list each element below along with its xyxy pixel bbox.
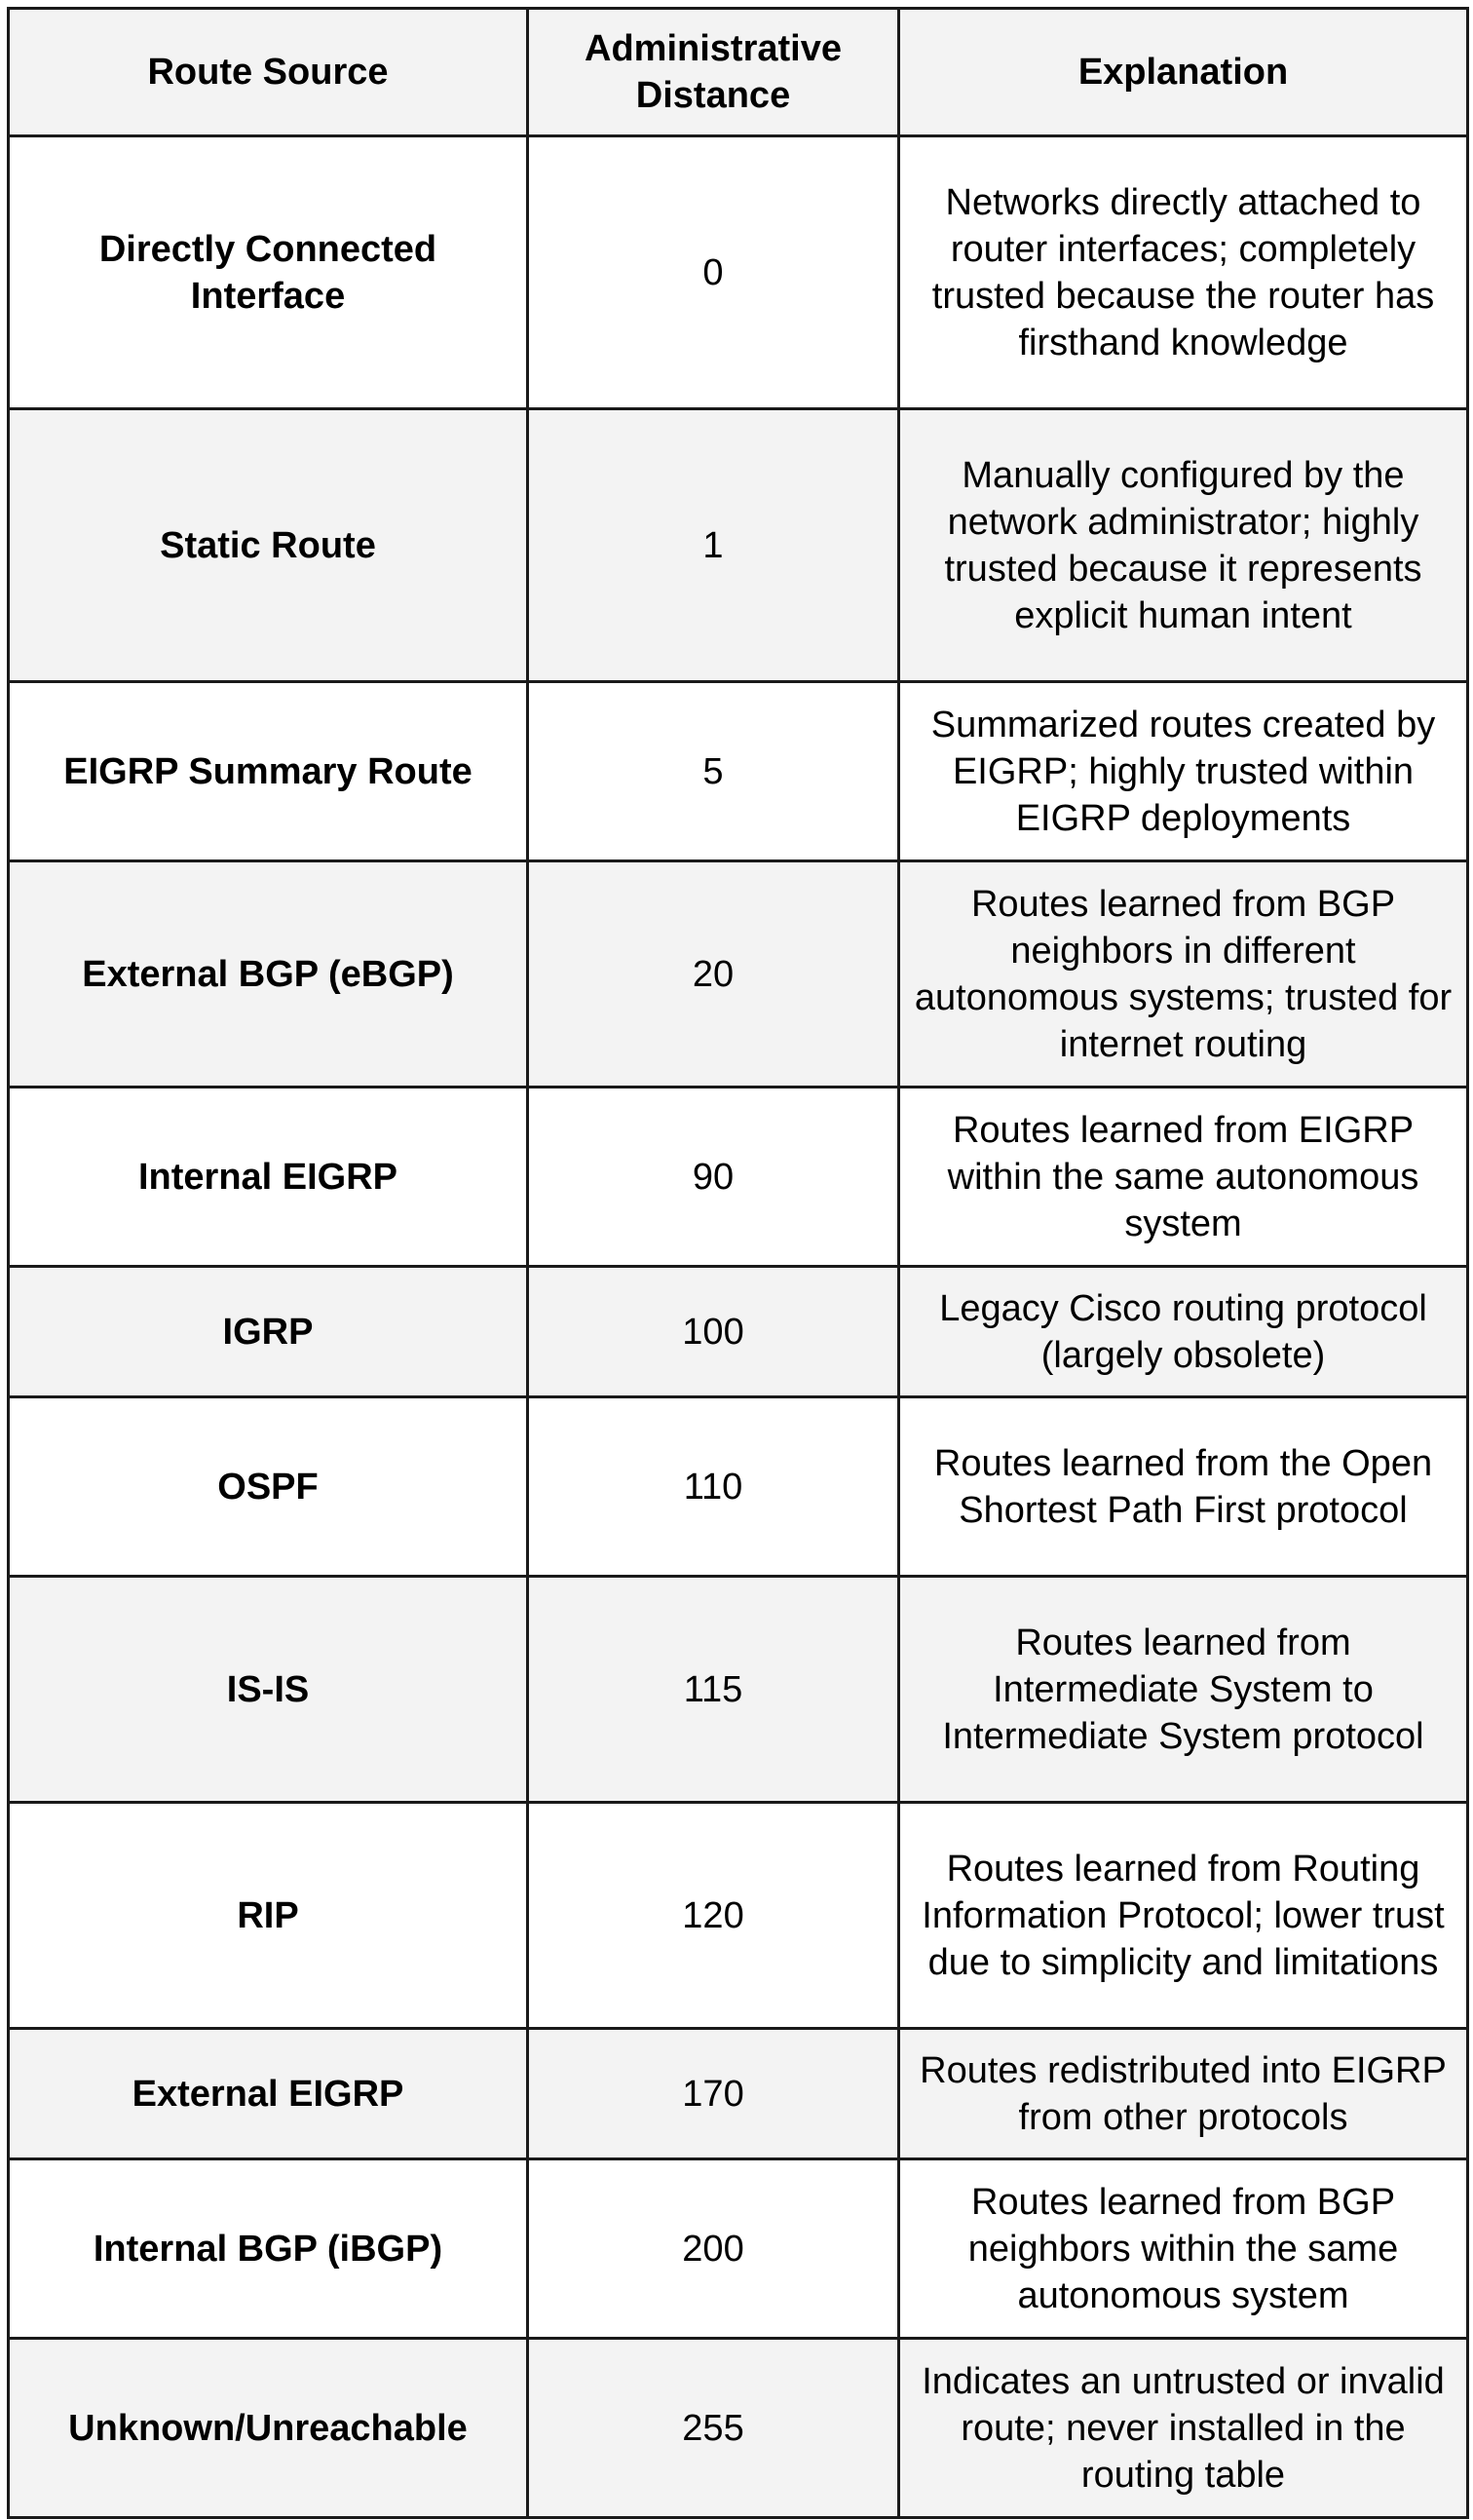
distance-cell: 90 <box>528 1088 899 1267</box>
route-source-cell: RIP <box>9 1803 528 2029</box>
table-row <box>9 1397 1468 1577</box>
explanation-cell: Routes learned from EIGRP within the same autonomous system <box>899 1088 1468 1267</box>
table-row <box>9 2029 1468 2159</box>
table-row <box>9 2159 1468 2339</box>
admin-distance-table <box>7 7 1469 2519</box>
route-source-cell: Internal EIGRP <box>9 1088 528 1267</box>
header-explanation: Explanation <box>899 9 1468 136</box>
distance-cell: 100 <box>528 1267 899 1397</box>
route-source-cell: Unknown/Unreachable <box>9 2339 528 2518</box>
explanation-cell: Routes redistributed into EIGRP from other protocols <box>899 2029 1468 2159</box>
table-row <box>9 1577 1468 1803</box>
table-row <box>9 136 1468 409</box>
route-source-cell: IS-IS <box>9 1577 528 1803</box>
distance-cell: 0 <box>528 136 899 409</box>
route-source-cell: Internal BGP (iBGP) <box>9 2159 528 2339</box>
distance-cell: 115 <box>528 1577 899 1803</box>
table-row <box>9 1803 1468 2029</box>
route-source-cell: Directly Connected Interface <box>9 136 528 409</box>
explanation-cell: Indicates an untrusted or invalid route; never installed in the routing table <box>899 2339 1468 2518</box>
explanation-cell: Routes learned from Intermediate System to Intermediate System protocol <box>899 1577 1468 1803</box>
route-source-cell: OSPF <box>9 1397 528 1577</box>
explanation-cell: Manually configured by the network administrator; highly trusted because it represents explicit human intent <box>899 409 1468 682</box>
table-row <box>9 2339 1468 2518</box>
route-source-cell: Static Route <box>9 409 528 682</box>
table-row <box>9 409 1468 682</box>
explanation-cell: Summarized routes created by EIGRP; highly trusted within EIGRP deployments <box>899 682 1468 861</box>
header-row <box>9 9 1468 136</box>
header-route-source: Route Source <box>9 9 528 136</box>
distance-cell: 20 <box>528 861 899 1088</box>
table-row <box>9 861 1468 1088</box>
table-row <box>9 1267 1468 1397</box>
distance-cell: 110 <box>528 1397 899 1577</box>
route-source-cell: IGRP <box>9 1267 528 1397</box>
explanation-cell: Routes learned from BGP neighbors in different autonomous systems; trusted for internet routing <box>899 861 1468 1088</box>
route-source-cell: External EIGRP <box>9 2029 528 2159</box>
explanation-cell: Networks directly attached to router interfaces; completely trusted because the router has firsthand knowledge <box>899 136 1468 409</box>
table-row <box>9 682 1468 861</box>
distance-cell: 5 <box>528 682 899 861</box>
distance-cell: 170 <box>528 2029 899 2159</box>
explanation-cell: Routes learned from the Open Shortest Path First protocol <box>899 1397 1468 1577</box>
explanation-cell: Routes learned from Routing Information Protocol; lower trust due to simplicity and limitations <box>899 1803 1468 2029</box>
table-row <box>9 1088 1468 1267</box>
explanation-cell: Legacy Cisco routing protocol (largely obsolete) <box>899 1267 1468 1397</box>
distance-cell: 255 <box>528 2339 899 2518</box>
route-source-cell: EIGRP Summary Route <box>9 682 528 861</box>
route-source-cell: External BGP (eBGP) <box>9 861 528 1088</box>
header-administrative-distance: Administrative Distance <box>528 9 899 136</box>
explanation-cell: Routes learned from BGP neighbors within the same autonomous system <box>899 2159 1468 2339</box>
distance-cell: 200 <box>528 2159 899 2339</box>
distance-cell: 1 <box>528 409 899 682</box>
distance-cell: 120 <box>528 1803 899 2029</box>
